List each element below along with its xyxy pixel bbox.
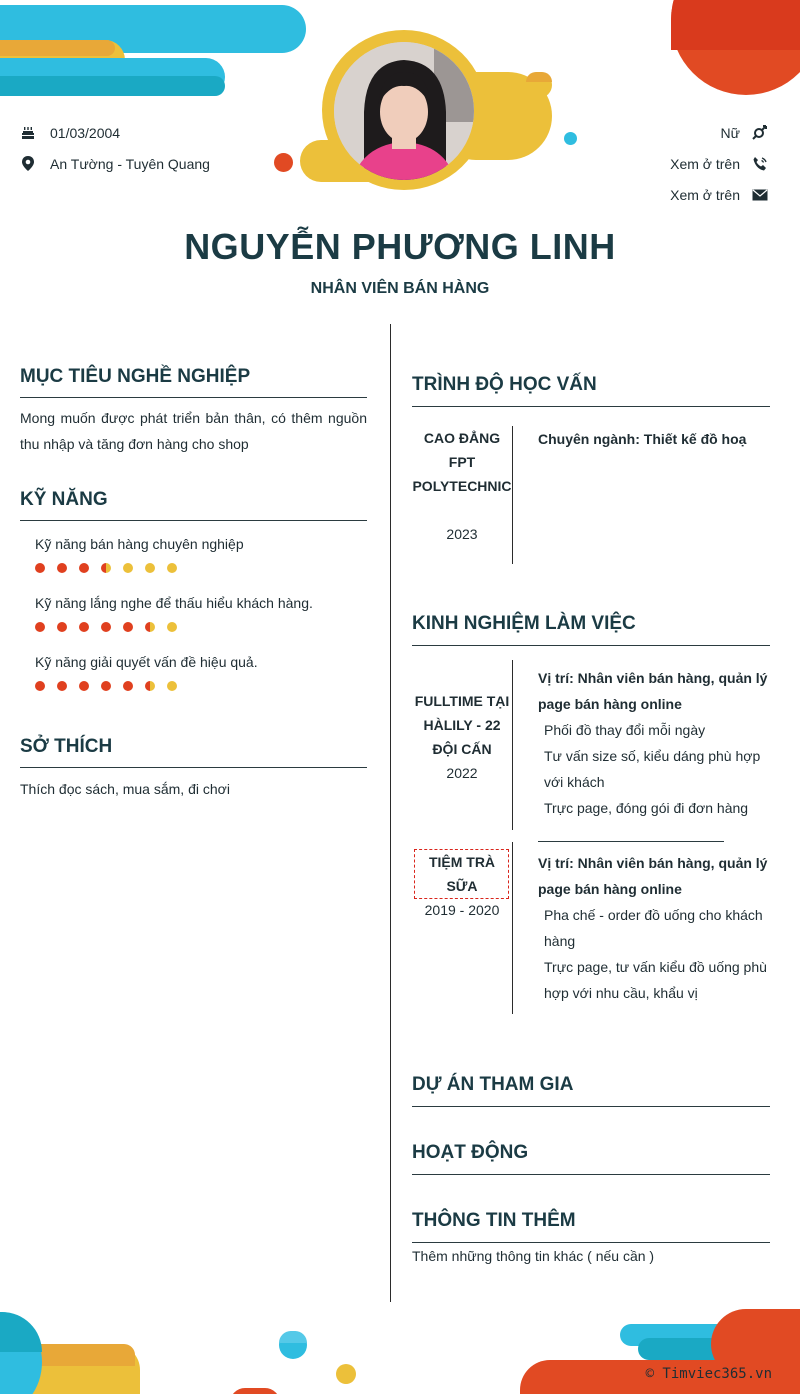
extra-info-text: Thêm những thông tin khác ( nếu cần ) — [412, 1248, 655, 1264]
skill-dot — [35, 622, 45, 632]
education-title: TRÌNH ĐỘ HỌC VẤN — [412, 374, 597, 395]
column-divider — [390, 324, 391, 1302]
school-line: POLYTECHNIC — [412, 478, 512, 494]
skill-name: Kỹ năng giải quyết vấn đề hiệu quả. — [35, 654, 258, 670]
skill-rating — [35, 622, 189, 632]
decor-top-left — [0, 0, 310, 100]
decor-dot — [274, 153, 293, 172]
activities-title: HOẠT ĐỘNG — [412, 1142, 529, 1163]
skill-name: Kỹ năng lắng nghe để thấu hiểu khách hàng. — [35, 595, 313, 611]
watermark: © Timviec365.vn — [645, 1366, 772, 1382]
experience-title: KINH NGHIỆM LÀM VIỆC — [412, 613, 636, 634]
map-pin-icon — [20, 156, 36, 172]
phone-row — [670, 156, 768, 172]
job-title: NHÂN VIÊN BÁN HÀNG — [310, 280, 490, 297]
major-text: Chuyên ngành: Thiết kế đồ hoạ — [538, 431, 747, 447]
skill-name: Kỹ năng bán hàng chuyên nghiệp — [35, 536, 244, 552]
duty-line: hợp với nhu cầu, khẩu vị — [544, 985, 698, 1001]
skills-rule — [20, 520, 367, 521]
avatar-photo — [334, 42, 474, 180]
email-value: Xem ở trên — [670, 187, 740, 203]
skill-dot — [145, 563, 155, 573]
skill-dot — [123, 681, 133, 691]
experience-period: 2019 - 2020 — [424, 902, 500, 918]
phone-icon — [752, 156, 768, 172]
extra-info-title: THÔNG TIN THÊM — [412, 1210, 576, 1231]
skill-dot — [35, 563, 45, 573]
gender-row — [721, 125, 768, 141]
duty-line: với khách — [544, 774, 605, 790]
skill-dot — [123, 622, 133, 632]
skill-rating — [35, 681, 189, 691]
skill-dot — [101, 622, 111, 632]
company-line: ĐỘI CẤN — [432, 741, 492, 757]
decor-bottom-left — [0, 1300, 200, 1394]
objective-text: Mong muốn được phát triển bản thân, có thêm nguồn thu nhập và tăng đơn hàng cho shop — [20, 410, 367, 452]
company-line: HÀLILY - 22 — [423, 717, 501, 733]
activities-rule — [412, 1174, 770, 1175]
experience-details — [538, 665, 770, 821]
gender-value: Nữ — [720, 125, 740, 141]
skill-dot — [57, 563, 67, 573]
experience-timeline — [512, 842, 513, 1014]
skill-dot — [57, 622, 67, 632]
skill-dot — [167, 622, 177, 632]
duty-line: Tư vấn size số, kiểu dáng phù hợp — [544, 748, 761, 764]
education-timeline — [512, 426, 513, 564]
decor-dot — [526, 72, 552, 82]
address-value: An Tường - Tuyên Quang — [50, 156, 210, 172]
skill-dot — [145, 622, 155, 632]
skill-dot — [35, 681, 45, 691]
skills-title: KỸ NĂNG — [20, 489, 108, 510]
objective-rule — [20, 397, 367, 398]
decor-bottom-center — [230, 1388, 280, 1394]
experience-company — [412, 850, 512, 922]
position-line: Vị trí: Nhân viên bán hàng, quản lý — [538, 855, 768, 871]
hobbies-title: SỞ THÍCH — [20, 736, 113, 757]
decor-dot — [564, 132, 577, 145]
skill-rating — [35, 563, 189, 573]
skill-dot — [79, 563, 89, 573]
skill-dot — [145, 681, 155, 691]
decor-top-right — [650, 0, 800, 100]
experience-rule — [412, 645, 770, 646]
company-line: FULLTIME TẠI — [414, 693, 510, 709]
experience-details — [538, 850, 770, 1006]
experience-separator — [538, 841, 724, 842]
birthday-row — [20, 125, 120, 141]
experience-company — [412, 689, 512, 785]
duty-line: Trực page, đóng gói đi đơn hàng — [544, 800, 749, 816]
objective-title: MỤC TIÊU NGHỀ NGHIỆP — [20, 366, 251, 387]
birthday-value: 01/03/2004 — [50, 125, 121, 141]
projects-title: DỰ ÁN THAM GIA — [412, 1074, 574, 1095]
education-major — [538, 426, 770, 452]
hobbies-text: Thích đọc sách, mua sắm, đi chơi — [20, 781, 230, 797]
duty-line: Pha chế - order đồ uống cho khách — [544, 907, 763, 923]
company-line: SỮA — [446, 878, 478, 894]
gender-icon — [752, 125, 768, 141]
education-school — [412, 426, 512, 546]
decor-dot — [336, 1364, 356, 1384]
position-line: page bán hàng online — [538, 881, 682, 897]
envelope-icon — [752, 187, 768, 203]
school-line: FPT — [448, 454, 476, 470]
projects-rule — [412, 1106, 770, 1107]
education-year: 2023 — [446, 526, 478, 542]
skill-dot — [79, 681, 89, 691]
company-line: TIỆM TRÀ — [428, 854, 496, 870]
experience-period: 2022 — [446, 765, 478, 781]
skill-dot — [101, 681, 111, 691]
hobbies-rule — [20, 767, 367, 768]
skill-dot — [167, 563, 177, 573]
cake-icon — [20, 125, 36, 141]
skill-dot — [57, 681, 67, 691]
experience-timeline — [512, 660, 513, 830]
position-line: page bán hàng online — [538, 696, 682, 712]
skill-dot — [101, 563, 111, 573]
email-row — [670, 187, 768, 203]
school-line: CAO ĐẲNG — [423, 430, 501, 446]
position-line: Vị trí: Nhân viên bán hàng, quản lý — [538, 670, 768, 686]
duty-line: hàng — [544, 933, 576, 949]
skill-dot — [123, 563, 133, 573]
education-rule — [412, 406, 770, 407]
phone-value: Xem ở trên — [670, 156, 740, 172]
address-row — [20, 156, 210, 172]
candidate-name: NGUYỄN PHƯƠNG LINH — [184, 226, 616, 267]
duty-line: Trực page, tư vấn kiểu đồ uống phù — [544, 959, 767, 975]
duty-line: Phối đồ thay đổi mỗi ngày — [544, 722, 706, 738]
skill-dot — [79, 622, 89, 632]
decor-dot — [279, 1331, 307, 1343]
skill-dot — [167, 681, 177, 691]
